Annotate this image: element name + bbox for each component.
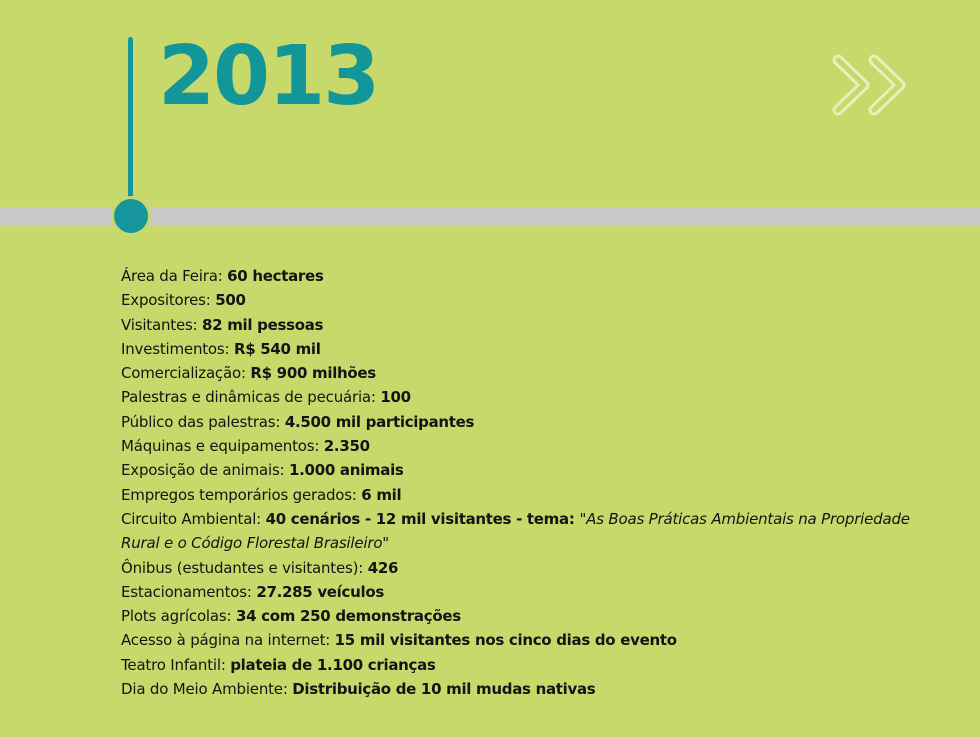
timeline-stem [128,37,133,217]
stat-environmental-circuit [121,507,941,556]
stat-label: Dia do Meio Ambiente: [121,680,293,699]
stat-value: Distribuição de 10 mil mudas nativas [292,680,596,699]
stat-label: Comercialização: [121,364,251,383]
stat-exhibitors [121,288,941,312]
stat-value: 100 [380,388,411,407]
stat-label: Empregos temporários gerados: [121,485,362,504]
year-title: 2013 [158,29,379,124]
stat-label: Teatro Infantil: [121,655,231,674]
stat-value: 27.285 veículos [256,582,384,601]
stat-label: Exposição de animais: [121,461,290,480]
stat-lectures [121,385,941,409]
stat-label: Máquinas e equipamentos: [121,437,324,456]
stat-lecture-audience [121,410,941,434]
stat-value: 6 mil [361,485,402,504]
double-chevron-right-icon[interactable] [830,50,920,120]
stat-website [121,628,941,652]
stat-value: 34 com 250 demonstrações [235,607,461,626]
stat-label: Ônibus (estudantes e visitantes): [121,558,368,577]
stat-sales [121,361,941,385]
stat-parking [121,580,941,604]
stat-visitors [121,313,941,337]
stat-theme: "As Boas Práticas Ambientais na Propriedade Rural e o Código Florestal Brasileiro" [121,509,910,553]
stat-value: 82 mil pessoas [202,315,324,334]
stat-value: 4.500 mil participantes [284,412,475,431]
stat-label: Palestras e dinâmicas de pecuária: [121,388,381,407]
stat-value: 2.350 [323,437,370,456]
stat-label: Visitantes: [121,315,203,334]
stat-investments [121,337,941,361]
timeline-marker [114,199,148,233]
stat-label: Expositores: [121,291,216,310]
stat-value: 40 cenários - 12 mil visitantes - tema: [265,509,580,528]
stat-value: 1.000 animais [289,461,404,480]
stat-value: 15 mil visitantes nos cinco dias do evento [334,631,677,650]
stat-area [121,264,941,288]
stat-label: Público das palestras: [121,412,285,431]
stat-label: Plots agrícolas: [121,607,236,626]
stat-value: 500 [215,291,246,310]
stat-label: Investimentos: [121,339,234,358]
stat-animals [121,458,941,482]
stat-label: Circuito Ambiental: [121,509,266,528]
stat-value: plateia de 1.100 crianças [230,655,436,674]
stat-plots [121,604,941,628]
stat-label: Acesso à página na internet: [121,631,335,650]
stat-buses [121,556,941,580]
stat-value: R$ 900 milhões [250,364,376,383]
stat-value: R$ 540 mil [233,339,321,358]
stat-label: Estacionamentos: [121,582,257,601]
stats-list [121,264,941,701]
stat-label: Área da Feira: [121,267,228,285]
stat-jobs [121,483,941,507]
stat-value: 426 [367,558,399,577]
stat-theater [121,653,941,677]
stat-machines [121,434,941,458]
stat-environment-day [121,677,941,701]
stat-value: 60 hectares [227,267,324,285]
